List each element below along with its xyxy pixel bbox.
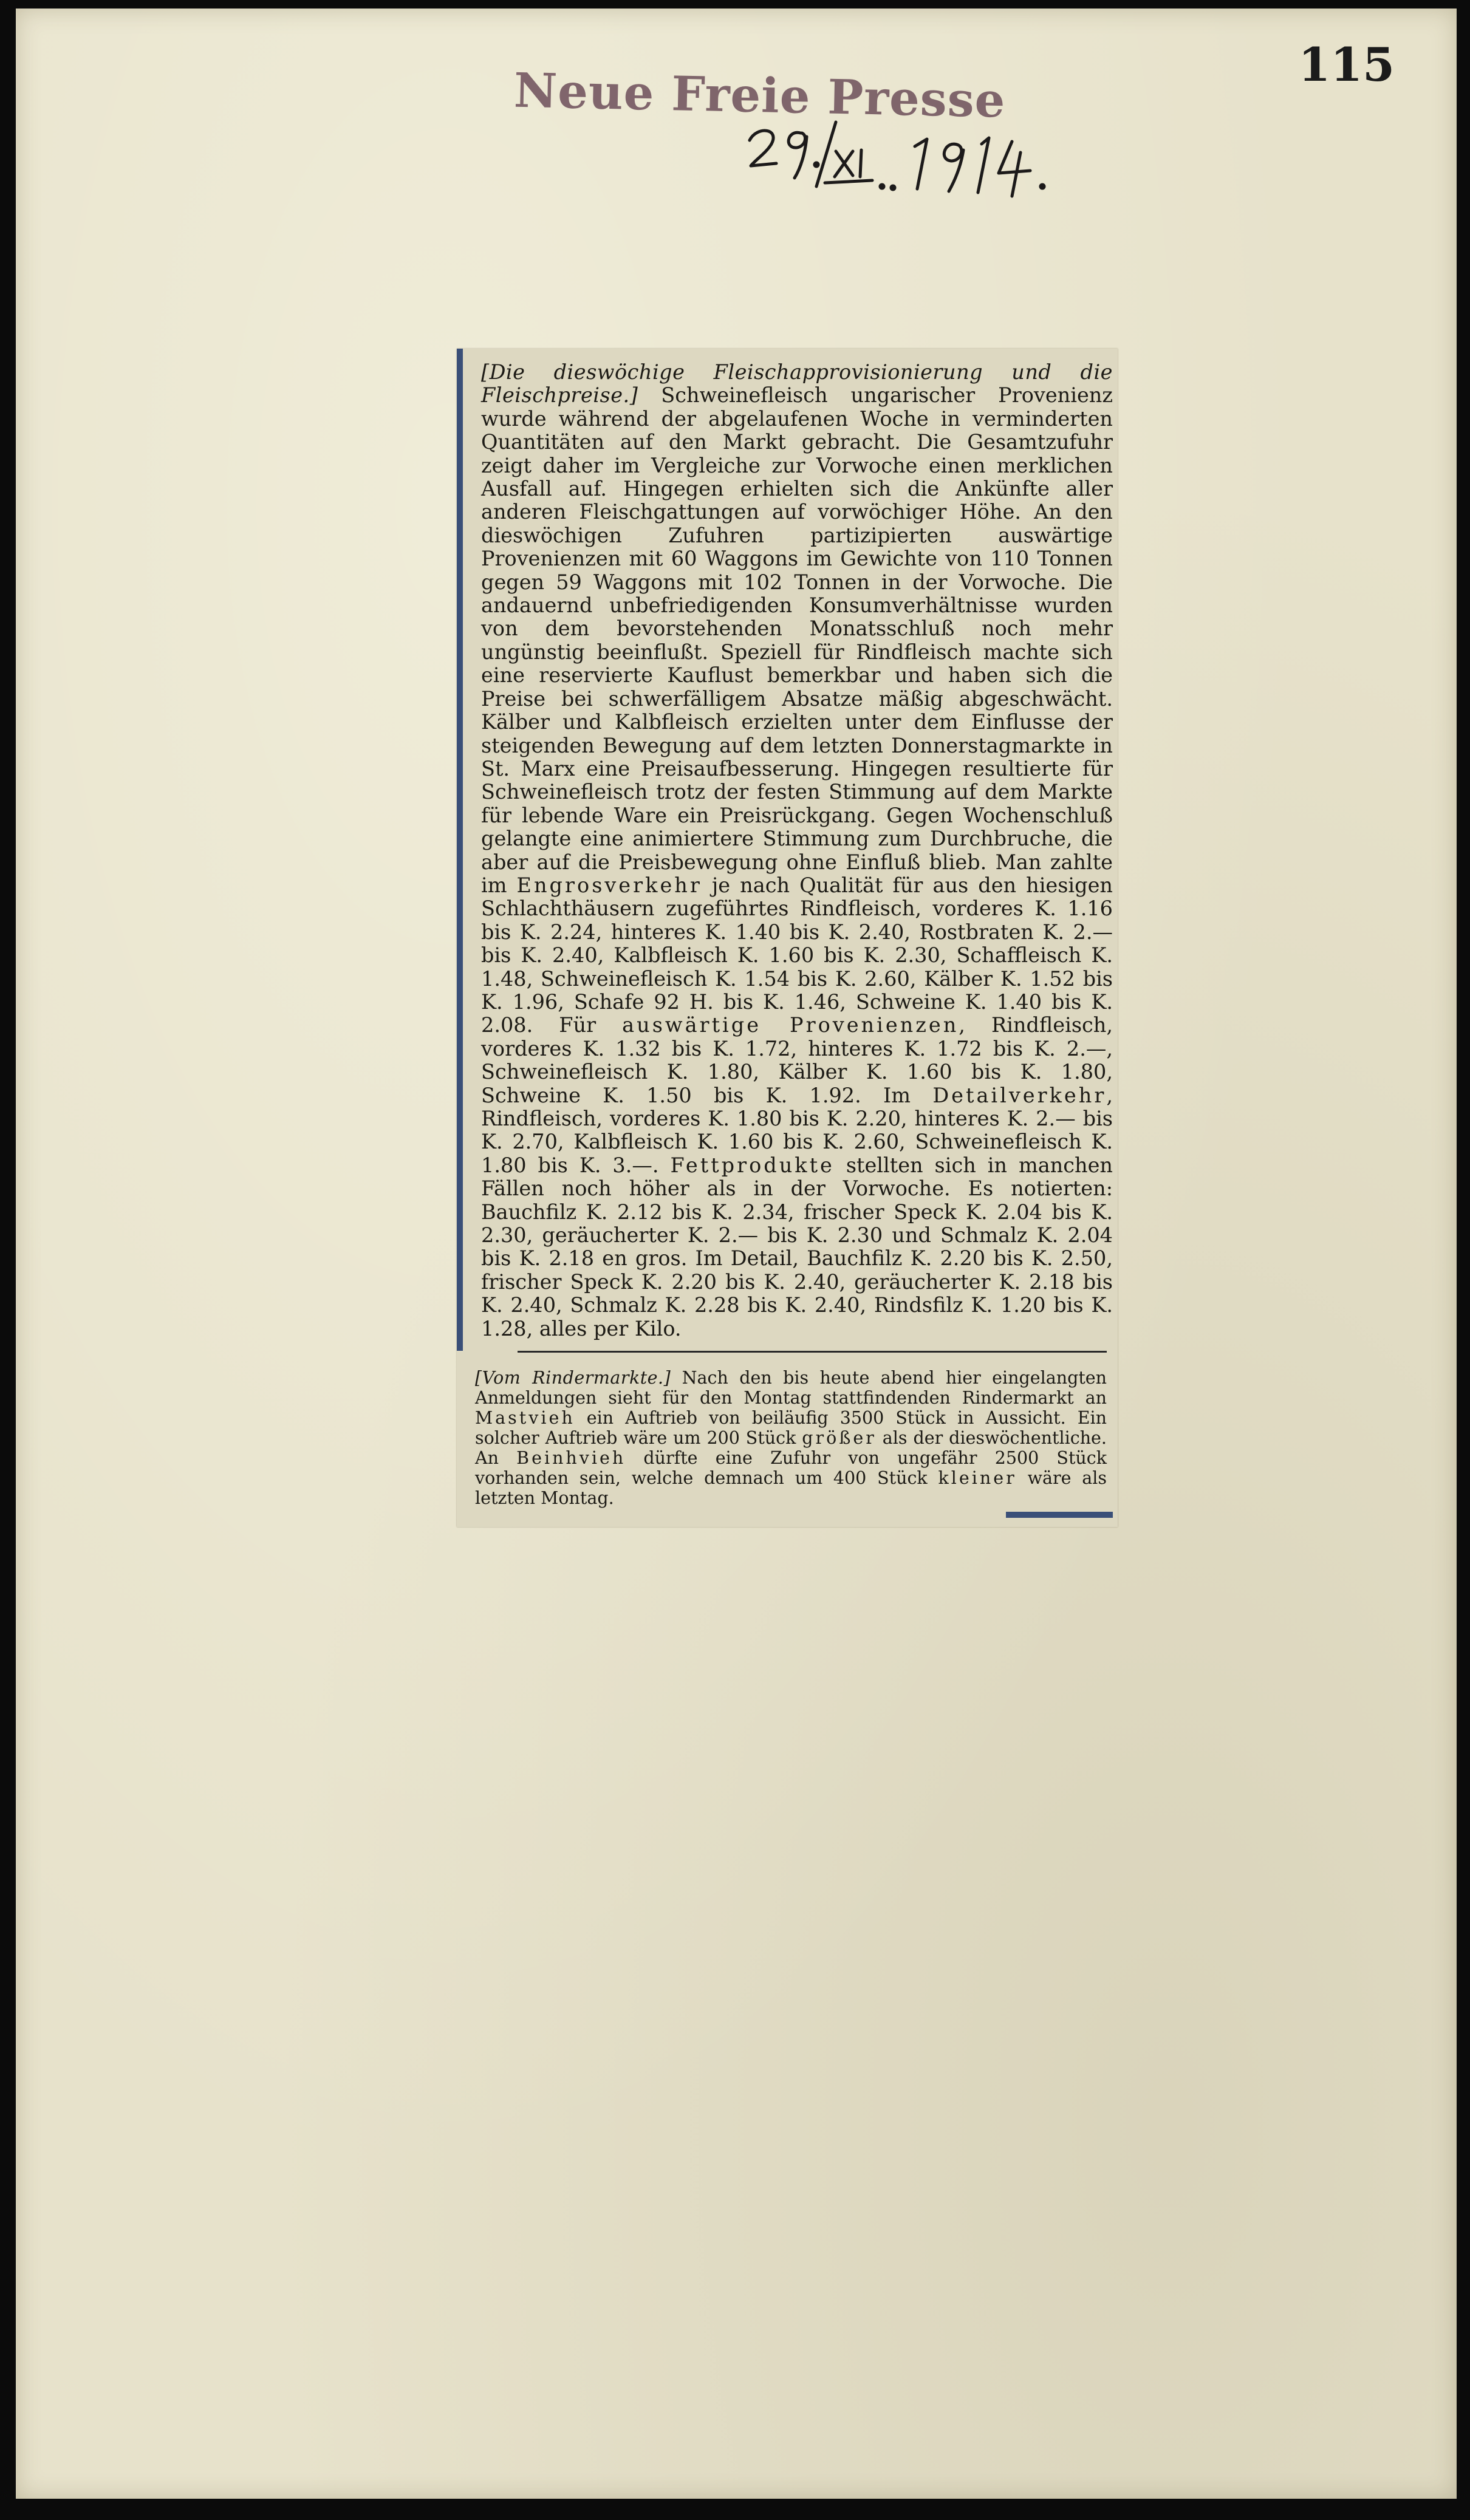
article-text-segment: , Rindfleisch, vorderes K. 1.32 bis K. 1.72, hinteres K. 1.72 bis K. 2.—, Schweinefleisch K. 1.80, Kälber K. 1.60 bis K. 1.80, Schweine K. 1.50 bis K. 1.92. Im <box>481 1013 1113 1107</box>
article-emphasis: größer <box>802 1428 877 1448</box>
ink-mark <box>1006 1512 1113 1518</box>
article-emphasis: Engrosverkehr <box>516 873 702 897</box>
article-text-segment: wäre als letzten Montag. <box>475 1468 1107 1508</box>
article-emphasis: Detailverkehr <box>932 1083 1107 1107</box>
article-emphasis: kleiner <box>938 1468 1017 1488</box>
page-number: 115 <box>1298 38 1395 92</box>
article-fleischpreise-text <box>481 361 1113 1340</box>
article-rindermarkt-heading: [Vom Rindermarkte.] <box>475 1368 671 1388</box>
article-fleischpreise <box>457 349 1118 1351</box>
article-emphasis: Fettprodukte <box>670 1153 835 1177</box>
article-text-segment: Nach den bis heute abend hier eingelangten Anmeldungen sieht für den Montag stattfindenden Rindermarkt an <box>475 1368 1107 1408</box>
article-rindermarkt <box>457 1351 1118 1527</box>
article-text-segment: dürfte eine Zufuhr von ungefähr 2500 Stück vorhanden sein, welche demnach um 400 Stück <box>475 1448 1107 1488</box>
archive-sheet <box>16 9 1457 2499</box>
article-emphasis: auswärtige Provenienzen <box>622 1013 959 1037</box>
article-emphasis: Mastvieh <box>475 1408 575 1428</box>
article-rindermarkt-text <box>475 1368 1107 1508</box>
article-text-segment: stellten sich in manchen Fällen noch höher als in der Vorwoche. Es notierten: Bauchfilz K. 2.12 bis K. 2.34, frischer Speck K. 2.04 bis K. 2.30, geräucherter K. 2.— bis K. 2.30 und Schmalz K. 2.04 bis K. 2.18 en gros. Im Detail, Bauchfilz K. 2.20 bis K. 2.50, frischer Speck K. 2.20 bis K. 2.40, geräucherter K. 2.18 bis K. 2.40, Schmalz K. 2.28 bis K. 2.40, Rindsfilz K. 1.20 bis K. 1.28, alles per Kilo. <box>481 1153 1113 1340</box>
article-fleischpreise-heading: [Die dieswöchige Fleischapprovisionierung und die Fleischpreise.] <box>481 360 1113 408</box>
newspaper-clipping <box>457 349 1118 1527</box>
article-text-segment: ein Auftrieb von beiläufig 3500 Stück in Aussicht. Ein solcher Auftrieb wäre um 200 Stück <box>475 1408 1107 1448</box>
article-text-segment: , Rindfleisch, vorderes K. 1.80 bis K. 2.20, hinteres K. 2.— bis K. 2.70, Kalbfleisch K. 1.60 bis K. 2.60, Schweinefleisch K. 1.80 bis K. 3.—. <box>481 1083 1113 1177</box>
article-emphasis: Beinhvieh <box>516 1448 626 1468</box>
article-text-segment: als der dieswöchentliche. An <box>475 1428 1107 1468</box>
article-divider <box>518 1351 1107 1353</box>
newspaper-stamp: Neue Freie Presse <box>513 63 1007 129</box>
article-text-segment: Schweinefleisch ungarischer Provenienz wurde während der abgelaufenen Woche in verminderten Quantitäten auf den Markt gebracht. Die Gesamtzufuhr zeigt daher im Vergleiche zur Vorwoche einen merklichen Ausfall auf. Hingegen erhielten sich die Ankünfte aller anderen Fleischgattungen auf vorwöchiger Höhe. An den dieswöchigen Zufuhren partizipierten auswärtige Provenienzen mit 60 Waggons im Gewichte von 110 Tonnen gegen 59 Waggons mit 102 Tonnen in der Vorwoche. Die andauernd unbefriedigenden Konsumverhältnisse wurden von dem bevorstehenden Monatsschluß noch mehr ungünstig beeinflußt. Speziell für Rindfleisch machte sich eine reservierte Kauflust bemerkbar und haben sich die Preise bei schwerfälligem Absatze mäßig abgeschwächt. Kälber und Kalbfleisch erzielten unter dem Einflusse der steigenden Bewegung auf dem letzten Donnerstagmarkte in St. Marx eine Preisaufbesserung. Hingegen resultierte für Schweinefleisch trotz der festen Stimmung auf dem Markte für lebende Ware ein Preisrückgang. Gegen Wochenschluß gelangte eine animiertere Stimmung zum Durchbruche, die aber auf die Preisbewegung ohne Einfluß blieb. Man zahlte im <box>481 383 1113 897</box>
handwritten-date <box>745 115 1085 212</box>
article-text-segment: je nach Qualität für aus den hiesigen Schlachthäusern zugeführtes Rindfleisch, vorderes K. 1.16 bis K. 2.24, hinteres K. 1.40 bis K. 2.40, Rostbraten K. 2.— bis K. 2.40, Kalbfleisch K. 1.60 bis K. 2.30, Schaffleisch K. 1.48, Schweinefleisch K. 1.54 bis K. 2.60, Kälber K. 1.52 bis K. 1.96, Schafe 92 H. bis K. 1.46, Schweine K. 1.40 bis K. 2.08. Für <box>481 873 1113 1037</box>
handwritten-date-drawing <box>745 115 1085 212</box>
